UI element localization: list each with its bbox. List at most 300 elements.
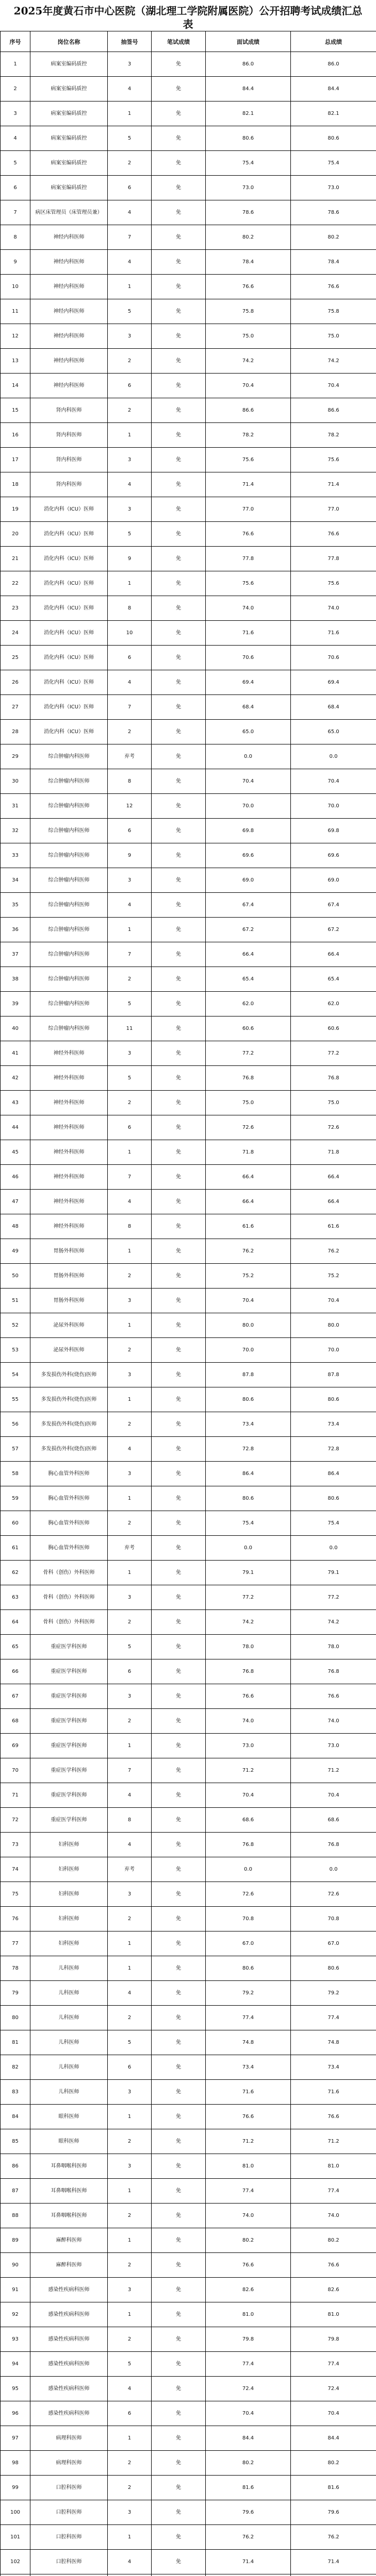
total-score-cell: 80.6 <box>291 1486 376 1511</box>
draw-number-cell: 7 <box>108 1758 152 1783</box>
interview-score-cell: 65.0 <box>206 720 291 744</box>
total-score-cell: 71.8 <box>291 1140 376 1165</box>
written-score-cell: 免 <box>152 2302 206 2327</box>
written-score-cell: 免 <box>152 769 206 794</box>
post-cell: 消化内科（ICU）医师 <box>30 596 108 621</box>
draw-number-cell: 2 <box>108 1264 152 1289</box>
total-score-cell: 80.6 <box>291 1956 376 1981</box>
draw-number-cell: 1 <box>108 571 152 596</box>
written-score-cell: 免 <box>152 720 206 744</box>
post-cell: 消化内科（ICU）医师 <box>30 522 108 547</box>
draw-number-cell: 1 <box>108 275 152 299</box>
draw-number-cell: 2 <box>108 2129 152 2154</box>
post-cell: 肾内科医师 <box>30 448 108 472</box>
draw-number-cell: 7 <box>108 1165 152 1190</box>
seq-cell: 84 <box>1 2105 30 2129</box>
interview-score-cell: 79.1 <box>206 1561 291 1585</box>
post-cell: 泌尿外科医师 <box>30 1338 108 1363</box>
written-score-cell: 免 <box>152 1635 206 1659</box>
post-cell: 重症医学科医师 <box>30 1783 108 1808</box>
draw-number-cell: 10 <box>108 621 152 646</box>
written-score-cell: 免 <box>152 2253 206 2278</box>
post-cell: 多发损伤外科(烧伤)医师 <box>30 1363 108 1387</box>
interview-score-cell: 70.0 <box>206 1338 291 1363</box>
seq-cell: 26 <box>1 670 30 695</box>
draw-number-cell: 1 <box>108 2228 152 2253</box>
post-cell: 神经内科医师 <box>30 324 108 349</box>
seq-cell: 69 <box>1 1734 30 1758</box>
post-cell: 感染性疾病科医师 <box>30 2302 108 2327</box>
post-cell: 胃肠外科医师 <box>30 1264 108 1289</box>
interview-score-cell: 72.6 <box>206 1882 291 1907</box>
total-score-cell: 70.4 <box>291 2401 376 2426</box>
written-score-cell: 免 <box>152 1239 206 1264</box>
post-cell: 胸心血管外科医师 <box>30 1462 108 1486</box>
post-cell: 病案室编码质控 <box>30 176 108 200</box>
post-cell: 消化内科（ICU）医师 <box>30 547 108 571</box>
total-score-cell: 76.6 <box>291 275 376 299</box>
total-score-cell: 74.2 <box>291 349 376 374</box>
post-cell: 消化内科（ICU）医师 <box>30 497 108 522</box>
draw-number-cell: 1 <box>108 1387 152 1412</box>
post-cell: 神经外科医师 <box>30 1214 108 1239</box>
written-score-cell: 免 <box>152 1981 206 2006</box>
written-score-cell: 免 <box>152 992 206 1016</box>
table-row <box>1 1882 376 1907</box>
written-score-cell: 免 <box>152 2055 206 2080</box>
total-score-cell: 75.0 <box>291 324 376 349</box>
draw-number-cell: 6 <box>108 2401 152 2426</box>
post-cell: 综合肿瘤内科医师 <box>30 794 108 819</box>
post-cell: 感染性疾病科医师 <box>30 2327 108 2352</box>
total-score-cell: 70.4 <box>291 1783 376 1808</box>
post-cell: 重症医学科医师 <box>30 1684 108 1709</box>
post-cell: 重症医学科医师 <box>30 1635 108 1659</box>
post-cell: 耳鼻咽喉科医师 <box>30 2179 108 2204</box>
total-score-cell: 71.6 <box>291 2080 376 2105</box>
seq-cell: 96 <box>1 2401 30 2426</box>
interview-score-cell: 72.8 <box>206 1437 291 1462</box>
written-score-cell: 免 <box>152 2080 206 2105</box>
seq-cell: 11 <box>1 299 30 324</box>
total-score-cell: 74.0 <box>291 2204 376 2228</box>
written-score-cell: 免 <box>152 2377 206 2401</box>
written-score-cell: 免 <box>152 1016 206 1041</box>
interview-score-cell: 76.2 <box>206 1239 291 1264</box>
draw-number-cell: 2 <box>108 1907 152 1931</box>
interview-score-cell: 69.8 <box>206 819 291 843</box>
table-row <box>1 2030 376 2055</box>
post-cell: 肾内科医师 <box>30 398 108 423</box>
total-score-cell <box>291 2574 376 2576</box>
interview-score-cell: 68.4 <box>206 695 291 720</box>
written-score-cell: 免 <box>152 942 206 967</box>
seq-cell: 94 <box>1 2352 30 2377</box>
post-cell: 骨科（创伤）外科医师 <box>30 1610 108 1635</box>
interview-score-cell: 71.4 <box>206 472 291 497</box>
draw-number-cell: 1 <box>108 1486 152 1511</box>
draw-number-cell: 5 <box>108 992 152 1016</box>
draw-number-cell: 4 <box>108 1833 152 1857</box>
table-row <box>1 547 376 571</box>
table-row <box>1 52 376 77</box>
draw-number-cell: 4 <box>108 2550 152 2574</box>
table-row <box>1 1956 376 1981</box>
written-score-cell: 免 <box>152 1264 206 1289</box>
post-cell: 眼科医师 <box>30 2105 108 2129</box>
post-cell: 消化内科（ICU）医师 <box>30 695 108 720</box>
total-score-cell: 73.0 <box>291 1734 376 1758</box>
written-score-cell: 免 <box>152 596 206 621</box>
interview-score-cell: 84.4 <box>206 2426 291 2451</box>
post-cell: 胸心血管外科医师 <box>30 1511 108 1536</box>
total-score-cell: 75.2 <box>291 1264 376 1289</box>
seq-cell: 48 <box>1 1214 30 1239</box>
total-score-cell: 80.2 <box>291 225 376 250</box>
total-score-cell: 80.0 <box>291 1313 376 1338</box>
seq-cell: 41 <box>1 1041 30 1066</box>
post-cell: 神经内科医师 <box>30 299 108 324</box>
table-row <box>1 151 376 176</box>
written-score-cell: 免 <box>152 126 206 151</box>
total-score-cell: 80.6 <box>291 126 376 151</box>
seq-cell: 91 <box>1 2278 30 2302</box>
written-score-cell: 免 <box>152 1115 206 1140</box>
written-score-cell: 免 <box>152 2426 206 2451</box>
written-score-cell: 免 <box>152 1684 206 1709</box>
seq-cell: 42 <box>1 1066 30 1091</box>
table-row <box>1 1610 376 1635</box>
draw-number-cell: 7 <box>108 225 152 250</box>
seq-cell: 3 <box>1 101 30 126</box>
interview-score-cell: 75.4 <box>206 151 291 176</box>
interview-score-cell <box>206 2574 291 2576</box>
interview-score-cell: 80.6 <box>206 1387 291 1412</box>
table-row <box>1 843 376 868</box>
header-interview-score: 面试成绩 <box>206 31 291 52</box>
draw-number-cell: 6 <box>108 1659 152 1684</box>
total-score-cell: 73.4 <box>291 1412 376 1437</box>
table-row <box>1 225 376 250</box>
written-score-cell: 免 <box>152 843 206 868</box>
total-score-cell: 86.6 <box>291 398 376 423</box>
post-cell: 骨科（创伤）外科医师 <box>30 1561 108 1585</box>
total-score-cell: 75.4 <box>291 151 376 176</box>
interview-score-cell: 70.0 <box>206 794 291 819</box>
draw-number-cell: 3 <box>108 2154 152 2179</box>
post-cell: 口腔科医师 <box>30 2525 108 2550</box>
total-score-cell: 70.4 <box>291 769 376 794</box>
written-score-cell: 免 <box>152 670 206 695</box>
table-row <box>1 1486 376 1511</box>
interview-score-cell: 62.0 <box>206 992 291 1016</box>
seq-cell: 60 <box>1 1511 30 1536</box>
table-row <box>1 349 376 374</box>
seq-cell: 36 <box>1 918 30 942</box>
draw-number-cell: 4 <box>108 77 152 101</box>
seq-cell: 83 <box>1 2080 30 2105</box>
written-score-cell: 免 <box>152 1734 206 1758</box>
total-score-cell: 76.6 <box>291 1684 376 1709</box>
interview-score-cell: 65.4 <box>206 967 291 992</box>
post-cell: 神经内科医师 <box>30 349 108 374</box>
draw-number-cell: 6 <box>108 374 152 398</box>
table-row <box>1 2228 376 2253</box>
written-score-cell: 免 <box>152 1190 206 1214</box>
interview-score-cell: 78.6 <box>206 200 291 225</box>
draw-number-cell: 2 <box>108 1709 152 1734</box>
written-score-cell: 免 <box>152 1214 206 1239</box>
post-cell: 重症医学科医师 <box>30 1659 108 1684</box>
post-cell: 耳鼻咽喉科医师 <box>30 2154 108 2179</box>
interview-score-cell: 75.8 <box>206 299 291 324</box>
post-cell: 神经外科医师 <box>30 1190 108 1214</box>
seq-cell: 55 <box>1 1387 30 1412</box>
draw-number-cell: 3 <box>108 868 152 893</box>
total-score-cell: 87.8 <box>291 1363 376 1387</box>
post-cell: 感染性疾病科医师 <box>30 2278 108 2302</box>
post-cell: 多发损伤外科(烧伤)医师 <box>30 1412 108 1437</box>
post-cell: 病区床管理员（床管理员兼） <box>30 200 108 225</box>
total-score-cell: 77.4 <box>291 2352 376 2377</box>
total-score-cell: 78.4 <box>291 250 376 275</box>
written-score-cell: 免 <box>152 101 206 126</box>
total-score-cell: 76.6 <box>291 2253 376 2278</box>
written-score-cell: 免 <box>152 1585 206 1610</box>
seq-cell: 77 <box>1 1931 30 1956</box>
written-score-cell: 免 <box>152 497 206 522</box>
seq-cell: 86 <box>1 2154 30 2179</box>
post-cell: 麻醉科医师 <box>30 2228 108 2253</box>
table-row <box>1 1981 376 2006</box>
table-row <box>1 1437 376 1462</box>
written-score-cell: 免 <box>152 1659 206 1684</box>
interview-score-cell: 75.0 <box>206 324 291 349</box>
draw-number-cell: 8 <box>108 596 152 621</box>
seq-cell: 24 <box>1 621 30 646</box>
written-score-cell: 免 <box>152 1783 206 1808</box>
written-score-cell: 免 <box>152 1808 206 1833</box>
written-score-cell: 免 <box>152 1165 206 1190</box>
seq-cell: 45 <box>1 1140 30 1165</box>
post-cell: 综合肿瘤内科医师 <box>30 868 108 893</box>
written-score-cell: 免 <box>152 918 206 942</box>
post-cell: 感染性疾病科医师 <box>30 2401 108 2426</box>
interview-score-cell: 66.4 <box>206 1165 291 1190</box>
table-row <box>1 1387 376 1412</box>
draw-number-cell: 2 <box>108 151 152 176</box>
written-score-cell: 免 <box>152 472 206 497</box>
draw-number-cell: 1 <box>108 1140 152 1165</box>
table-row <box>1 744 376 769</box>
document-title: 2025年度黄石市中心医院（湖北理工学院附属医院）公开招聘考试成绩汇总表 <box>13 5 363 30</box>
total-score-cell: 77.8 <box>291 547 376 571</box>
table-row <box>1 2525 376 2550</box>
table-row <box>1 1016 376 1041</box>
post-cell: 神经内科医师 <box>30 275 108 299</box>
post-cell: 口腔科医师 <box>30 2500 108 2525</box>
draw-number-cell: 3 <box>108 497 152 522</box>
total-score-cell: 66.4 <box>291 1165 376 1190</box>
table-row <box>1 1709 376 1734</box>
written-score-cell: 免 <box>152 448 206 472</box>
interview-score-cell: 76.6 <box>206 2253 291 2278</box>
draw-number-cell: 弃考 <box>108 1536 152 1561</box>
interview-score-cell: 74.0 <box>206 1709 291 1734</box>
table-row <box>1 868 376 893</box>
table-row <box>1 1808 376 1833</box>
interview-score-cell: 70.4 <box>206 1783 291 1808</box>
draw-number-cell: 11 <box>108 1016 152 1041</box>
total-score-cell: 82.6 <box>291 2278 376 2302</box>
table-row <box>1 2550 376 2574</box>
written-score-cell: 免 <box>152 744 206 769</box>
interview-score-cell: 73.4 <box>206 2055 291 2080</box>
post-cell <box>30 2574 108 2576</box>
table-row <box>1 2080 376 2105</box>
post-cell: 儿科医师 <box>30 1981 108 2006</box>
seq-cell: 30 <box>1 769 30 794</box>
draw-number-cell: 2 <box>108 398 152 423</box>
total-score-cell: 86.0 <box>291 52 376 77</box>
seq-cell: 88 <box>1 2204 30 2228</box>
table-row <box>1 126 376 151</box>
written-score-cell: 免 <box>152 1387 206 1412</box>
interview-score-cell: 69.6 <box>206 843 291 868</box>
draw-number-cell: 2 <box>108 1610 152 1635</box>
table-row <box>1 1165 376 1190</box>
table-row <box>1 1289 376 1313</box>
table-row <box>1 2451 376 2476</box>
total-score-cell: 76.2 <box>291 2525 376 2550</box>
interview-score-cell: 74.8 <box>206 2030 291 2055</box>
interview-score-cell: 79.8 <box>206 2327 291 2352</box>
total-score-cell: 0.0 <box>291 1857 376 1882</box>
seq-cell: 102 <box>1 2550 30 2574</box>
seq-cell: 73 <box>1 1833 30 1857</box>
interview-score-cell: 86.6 <box>206 398 291 423</box>
table-row <box>1 1115 376 1140</box>
written-score-cell: 免 <box>152 1437 206 1462</box>
post-cell: 肾内科医师 <box>30 472 108 497</box>
total-score-cell: 70.4 <box>291 374 376 398</box>
seq-cell: 1 <box>1 52 30 77</box>
written-score-cell: 免 <box>152 275 206 299</box>
seq-cell: 56 <box>1 1412 30 1437</box>
seq-cell: 8 <box>1 225 30 250</box>
seq-cell: 61 <box>1 1536 30 1561</box>
draw-number-cell: 2 <box>108 1511 152 1536</box>
table-row <box>1 720 376 744</box>
interview-score-cell: 0.0 <box>206 744 291 769</box>
table-row <box>1 423 376 448</box>
table-row <box>1 2055 376 2080</box>
table-row <box>1 2105 376 2129</box>
total-score-cell: 80.2 <box>291 2228 376 2253</box>
draw-number-cell: 2 <box>108 2327 152 2352</box>
written-score-cell: 免 <box>152 398 206 423</box>
total-score-cell: 84.4 <box>291 77 376 101</box>
written-score-cell: 免 <box>152 1486 206 1511</box>
seq-cell: 50 <box>1 1264 30 1289</box>
post-cell: 病理科医师 <box>30 2426 108 2451</box>
seq-cell: 70 <box>1 1758 30 1783</box>
seq-cell: 75 <box>1 1882 30 1907</box>
written-score-cell: 免 <box>152 1363 206 1387</box>
interview-score-cell: 72.6 <box>206 1115 291 1140</box>
seq-cell: 98 <box>1 2451 30 2476</box>
table-row <box>1 2401 376 2426</box>
total-score-cell: 70.0 <box>291 1338 376 1363</box>
table-row <box>1 918 376 942</box>
interview-score-cell: 76.6 <box>206 1684 291 1709</box>
written-score-cell: 免 <box>152 423 206 448</box>
table-row <box>1 1214 376 1239</box>
seq-cell: 101 <box>1 2525 30 2550</box>
interview-score-cell: 60.6 <box>206 1016 291 1041</box>
post-cell: 综合肿瘤内科医师 <box>30 769 108 794</box>
post-cell: 多发损伤外科(烧伤)医师 <box>30 1437 108 1462</box>
seq-cell: 59 <box>1 1486 30 1511</box>
interview-score-cell: 76.6 <box>206 275 291 299</box>
draw-number-cell: 6 <box>108 646 152 670</box>
interview-score-cell: 66.4 <box>206 942 291 967</box>
seq-cell: 33 <box>1 843 30 868</box>
post-cell: 神经外科医师 <box>30 1091 108 1115</box>
seq-cell: 58 <box>1 1462 30 1486</box>
table-row <box>1 2476 376 2500</box>
total-score-cell: 80.6 <box>291 1387 376 1412</box>
written-score-cell: 免 <box>152 1140 206 1165</box>
table-row <box>1 1585 376 1610</box>
interview-score-cell: 71.6 <box>206 2080 291 2105</box>
written-score-cell: 免 <box>152 1833 206 1857</box>
draw-number-cell: 2 <box>108 967 152 992</box>
table-row <box>1 250 376 275</box>
seq-cell: 13 <box>1 349 30 374</box>
total-score-cell: 69.4 <box>291 670 376 695</box>
interview-score-cell: 67.2 <box>206 918 291 942</box>
total-score-cell: 77.2 <box>291 1585 376 1610</box>
written-score-cell: 免 <box>152 621 206 646</box>
table-row <box>1 1091 376 1115</box>
total-score-cell: 77.4 <box>291 2179 376 2204</box>
seq-cell: 25 <box>1 646 30 670</box>
total-score-cell: 76.8 <box>291 1659 376 1684</box>
seq-cell: 5 <box>1 151 30 176</box>
draw-number-cell: 4 <box>108 1981 152 2006</box>
post-cell: 胸心血管外科医师 <box>30 1486 108 1511</box>
interview-score-cell: 80.2 <box>206 225 291 250</box>
total-score-cell: 81.6 <box>291 2476 376 2500</box>
seq-cell: 95 <box>1 2377 30 2401</box>
post-cell: 消化内科（ICU）医师 <box>30 720 108 744</box>
table-row <box>1 621 376 646</box>
seq-cell: 40 <box>1 1016 30 1041</box>
interview-score-cell: 87.8 <box>206 1363 291 1387</box>
total-score-cell: 78.2 <box>291 423 376 448</box>
total-score-cell: 61.6 <box>291 1214 376 1239</box>
total-score-cell: 71.6 <box>291 621 376 646</box>
draw-number-cell: 6 <box>108 2055 152 2080</box>
interview-score-cell: 73.0 <box>206 176 291 200</box>
header-written-score: 笔试成绩 <box>152 31 206 52</box>
table-row <box>1 1066 376 1091</box>
table-row <box>1 1561 376 1585</box>
draw-number-cell: 8 <box>108 1808 152 1833</box>
total-score-cell: 68.4 <box>291 695 376 720</box>
table-row <box>1 1907 376 1931</box>
